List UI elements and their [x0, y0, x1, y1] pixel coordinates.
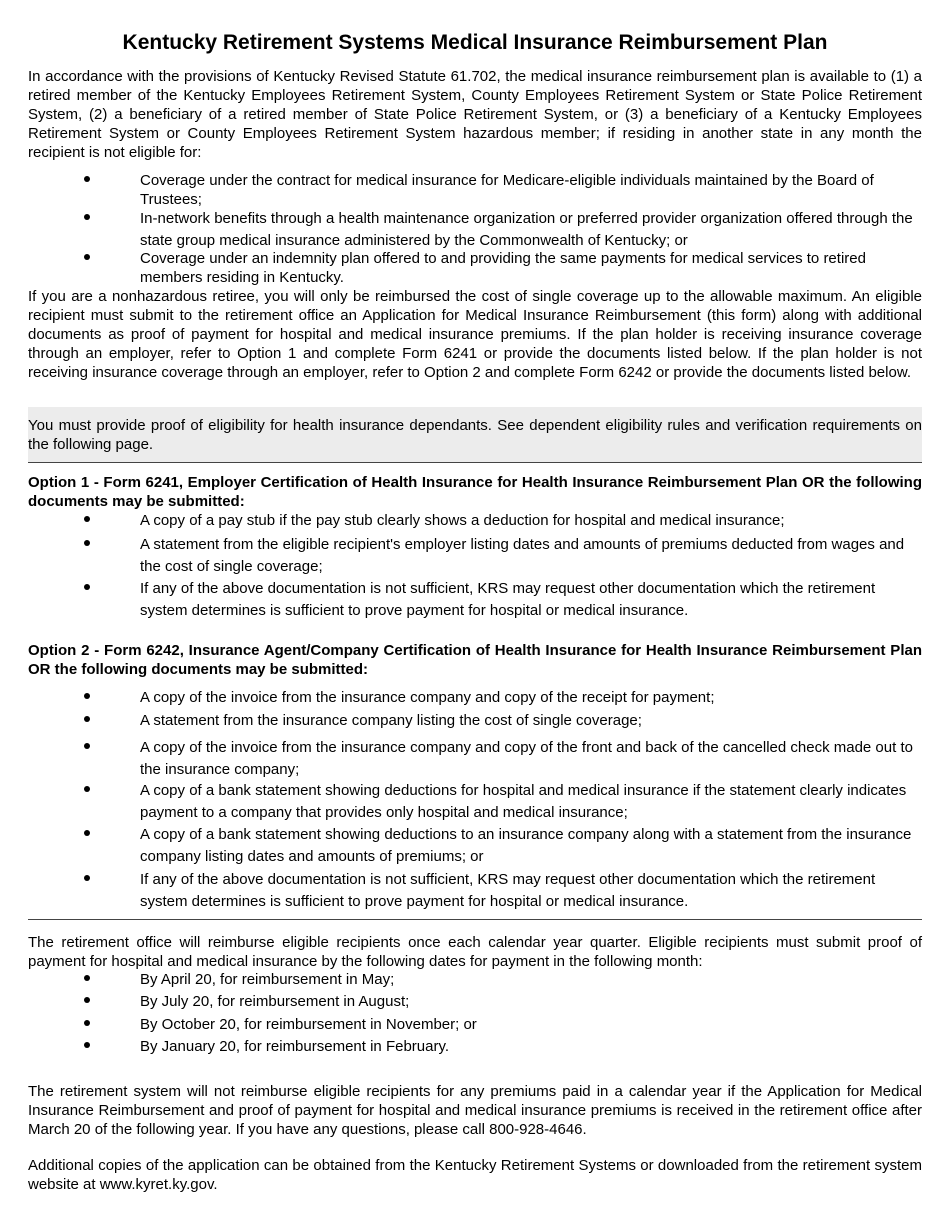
schedule-item [140, 1014, 920, 1036]
option1-item [140, 534, 920, 578]
bullet-icon [84, 693, 90, 699]
deadline-paragraph: The retirement system will not reimburse eligible recipients for any premiums paid in a calendar year if the Application for Medical Insurance Reimbursement and proof of payment for hospital and medical insurance premiums is received in the retirement office after March 20 of the following year. If you have any questions, please call 800-928-4646. [28, 1083, 922, 1138]
intro-paragraph: In accordance with the provisions of Kentucky Revised Statute 61.702, the medical insurance reimbursement plan is available to (1) a retired member of the Kentucky Employees Retirement System, County Employees Retirement System or State Police Retirement System, (2) a beneficiary of a retired member of State Police Retirement System, or (3) a beneficiary of a Kentucky Employees Retirement System or County Employees Retirement System hazardous member; if residing in another state in any month the recipient is not eligible for: [28, 68, 922, 161]
copies-paragraph: Additional copies of the application can be obtained from the Kentucky Retirement Systems or downloaded from the retirement system website at www.kyret.ky.gov. [28, 1157, 922, 1193]
bullet-icon [84, 997, 90, 1003]
dependents-notice [28, 407, 922, 463]
schedule-paragraph: The retirement office will reimburse eligible recipients once each calendar year quarter. Eligible recipients must submit proof of payment for hospital and medical insurance by the following dates for payment in the following month: [28, 934, 922, 970]
bullet-icon [84, 830, 90, 836]
bullet-icon [84, 743, 90, 749]
bullet-icon [84, 875, 90, 881]
ineligible-item [140, 249, 920, 287]
bullet-icon [84, 176, 90, 182]
option2-item-text: A copy of the invoice from the insurance company and copy of the front and back of the cancelled check made out to the insurance company; [140, 739, 913, 778]
schedule-item-text: By April 20, for reimbursement in May; [140, 971, 395, 988]
ineligible-item-text: In-network benefits through a health maintenance organization or preferred provider organization offered through the state group medical insurance administered by the Commonwealth of Kentucky; or [140, 210, 913, 249]
option1-item-text: A copy of a pay stub if the pay stub clearly shows a deduction for hospital and medical insurance; [140, 512, 785, 529]
ineligible-item-text: Coverage under an indemnity plan offered to and providing the same payments for medical services to retired members residing in Kentucky. [140, 250, 866, 286]
schedule-item-text: By October 20, for reimbursement in November; or [140, 1016, 477, 1033]
option1-item-text: If any of the above documentation is not sufficient, KRS may request other documentation which the retirement system determines is sufficient to prove payment for hospital or medical insurance. [140, 580, 876, 619]
bullet-icon [84, 975, 90, 981]
option2-item [140, 824, 920, 868]
option2-item [140, 869, 920, 913]
option2-item [140, 710, 920, 732]
ineligible-item [140, 171, 920, 209]
option2-item-text: A copy of a bank statement showing deductions for hospital and medical insurance if the statement clearly indicates payment to a company that provides only hospital and medical insurance; [140, 782, 907, 821]
bullet-icon [84, 786, 90, 792]
ineligible-item-text: Coverage under the contract for medical insurance for Medicare-eligible individuals maintained by the Board of Trustees; [140, 172, 874, 208]
bullet-icon [84, 214, 90, 220]
bullet-icon [84, 716, 90, 722]
bullet-icon [84, 1042, 90, 1048]
bullet-icon [84, 540, 90, 546]
option1-item [140, 578, 920, 622]
bullet-icon [84, 254, 90, 260]
option2-item-text: A copy of the invoice from the insurance company and copy of the receipt for payment; [140, 689, 715, 706]
option2-item-text: If any of the above documentation is not sufficient, KRS may request other documentation which the retirement system determines is sufficient to prove payment for hospital or medical insurance. [140, 871, 876, 910]
schedule-item [140, 969, 920, 991]
schedule-item-text: By July 20, for reimbursement in August; [140, 993, 410, 1010]
bullet-icon [84, 1020, 90, 1026]
option1-heading: Option 1 - Form 6241, Employer Certification of Health Insurance for Health Insurance Reimbursement Plan OR the following documents may be submitted: [28, 474, 922, 510]
schedule-item [140, 1036, 920, 1058]
option2-item [140, 687, 920, 709]
option2-item [140, 780, 920, 824]
dependents-notice-text: You must provide proof of eligibility for health insurance dependants. See dependent eligibility rules and verification requirements on the following page. [28, 417, 922, 453]
option1-item [140, 510, 920, 532]
option2-item-text: A statement from the insurance company listing the cost of single coverage; [140, 712, 642, 729]
bullet-icon [84, 584, 90, 590]
document-title: Kentucky Retirement Systems Medical Insurance Reimbursement Plan [122, 31, 828, 54]
schedule-item [140, 991, 920, 1013]
section-divider [28, 919, 922, 920]
bullet-icon [84, 516, 90, 522]
schedule-item-text: By January 20, for reimbursement in February. [140, 1038, 450, 1055]
option2-item [140, 737, 920, 781]
option2-item-text: A copy of a bank statement showing deductions to an insurance company along with a statement from the insurance company listing dates and amounts of premiums; or [140, 826, 912, 865]
nonhazardous-paragraph: If you are a nonhazardous retiree, you will only be reimbursed the cost of single coverage up to the allowable maximum. An eligible recipient must submit to the retirement office an Application for Medical Insurance Reimbursement (this form) along with additional documents as proof of payment for hospital and medical insurance premiums. If the plan holder is receiving insurance coverage through an employer, refer to Option 1 and complete Form 6241 or provide the documents listed below. If the plan holder is not receiving insurance coverage through an employer, refer to Option 2 and complete Form 6242 or provide the documents listed below. [28, 288, 922, 381]
option2-heading: Option 2 - Form 6242, Insurance Agent/Company Certification of Health Insurance for Health Insurance Reimbursement Plan OR the following documents may be submitted: [28, 642, 922, 678]
option1-item-text: A statement from the eligible recipient's employer listing dates and amounts of premiums deducted from wages and the cost of single coverage; [140, 536, 905, 575]
ineligible-item [140, 208, 920, 252]
